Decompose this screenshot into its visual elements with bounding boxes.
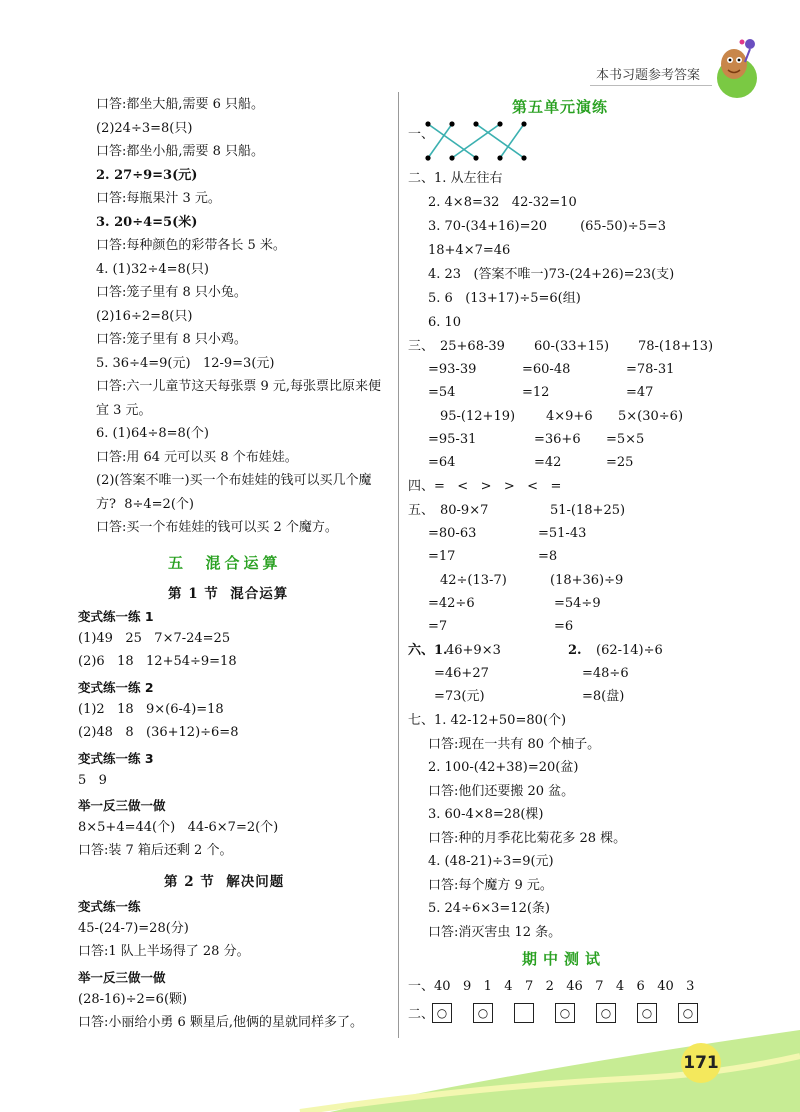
calc-cell: =78-31: [626, 362, 675, 377]
calc-cell: =48÷6: [582, 666, 629, 681]
answer-line: 18+4×7=46: [428, 243, 511, 258]
answer-line: 4. 23 (答案不唯一)73-(24+26)=23(支): [428, 267, 675, 282]
answer-line: 口答:每个魔方 9 元。: [428, 878, 553, 893]
answer-line: 2. 100-(42+38)=20(盆): [428, 760, 579, 775]
section-title: 第 1 节 混合运算: [168, 586, 289, 602]
answer-line: 8×5+4=44(个) 44-6×7=2(个): [78, 820, 279, 835]
answer-line: (2)6 18 12+54÷9=18: [78, 654, 237, 669]
mascot-icon: [712, 28, 762, 100]
answer-box: ○: [473, 1003, 493, 1023]
answer-line: 3. 20÷4=5(米): [96, 215, 198, 230]
exercise-label: 举一反三做一做: [78, 798, 166, 813]
answer-line: 4. (48-21)÷3=9(元): [428, 854, 554, 869]
calc-cell: 42÷(13-7): [440, 573, 507, 588]
calc-cell: 4×9+6: [546, 409, 593, 424]
calc-cell: 60-(33+15): [534, 339, 610, 354]
answer-box: ○: [555, 1003, 575, 1023]
calc-cell: =60-48: [522, 362, 571, 377]
calc-cell: =64: [428, 455, 456, 470]
answer-line: 四、= < > > < =: [408, 479, 562, 494]
answer-line: 口答:装 7 箱后还剩 2 个。: [78, 843, 233, 858]
answer-line: 口答:他们还要搬 20 盆。: [428, 784, 575, 799]
calc-cell: 46+9×3: [446, 643, 501, 658]
calc-cell: =5×5: [606, 432, 645, 447]
calc-cell: =42: [534, 455, 562, 470]
answer-line: 口答:六一儿童节这天每张票 9 元,每张票比原来便: [96, 379, 382, 394]
calc-cell: =51-43: [538, 526, 587, 541]
page-number: 171: [681, 1043, 721, 1083]
answer-line: 口答:消灭害虫 12 条。: [428, 925, 562, 940]
answer-line: 口答:用 64 元可以买 8 个布娃娃。: [96, 450, 298, 465]
answer-line: (2)24÷3=8(只): [96, 121, 193, 136]
exercise-label: 变式练一练: [78, 899, 141, 914]
header-title: 本书习题参考答案: [596, 68, 701, 83]
answer-line: 6. (1)64÷8=8(个): [96, 426, 209, 441]
footer-swoosh: [0, 1000, 800, 1112]
question-label: 三、: [408, 339, 435, 354]
answer-line: 5. 24÷6×3=12(条): [428, 901, 550, 916]
exercise-label: 变式练一练 1: [78, 609, 154, 624]
question-label: 六、1.: [408, 643, 448, 658]
answer-line: 口答:小丽给小勇 6 颗星后,他俩的星就同样多了。: [78, 1015, 364, 1030]
answer-line: (2)(答案不唯一)买一个布娃娃的钱可以买几个魔: [96, 473, 372, 488]
answer-line: (1)2 18 9×(6-4)=18: [78, 702, 224, 717]
answer-line: (2)48 8 (36+12)÷6=8: [78, 725, 239, 740]
answer-line: 一、40 9 1 4 7 2 46 7 4 6 40 3: [408, 979, 695, 994]
answer-line: 方? 8÷4=2(个): [96, 497, 194, 512]
calc-cell: =73(元): [434, 689, 485, 704]
calc-cell: =80-63: [428, 526, 477, 541]
unit-title: 五 混合运算: [168, 554, 282, 572]
answer-line: 45-(24-7)=28(分): [78, 921, 189, 936]
exercise-label: 变式练一练 3: [78, 751, 154, 766]
calc-cell: =93-39: [428, 362, 477, 377]
exercise-label: 举一反三做一做: [78, 970, 166, 985]
answer-line: 2. 4×8=32 42-32=10: [428, 195, 577, 210]
answer-box: ○: [637, 1003, 657, 1023]
question-label: 2.: [568, 643, 582, 658]
answer-line: (28-16)÷2=6(颗): [78, 992, 188, 1007]
answer-line: (1)49 25 7×7-24=25: [78, 631, 231, 646]
calc-cell: =54: [428, 385, 456, 400]
calc-cell: =47: [626, 385, 654, 400]
calc-cell: (18+36)÷9: [550, 573, 624, 588]
exercise-label: 变式练一练 2: [78, 680, 154, 695]
answer-box: ○: [678, 1003, 698, 1023]
matching-diagram: [420, 117, 550, 165]
answer-line: 口答:种的月季花比菊花多 28 棵。: [428, 831, 627, 846]
section-title: 第 2 节 解决问题: [164, 874, 285, 890]
calc-cell: =12: [522, 385, 550, 400]
answer-line: 宜 3 元。: [96, 403, 152, 418]
calc-cell: =95-31: [428, 432, 477, 447]
answer-line: 口答:都坐小船,需要 8 只船。: [96, 144, 265, 159]
unit-review-title: 第五单元演练: [512, 98, 609, 116]
answer-line: 口答:现在一共有 80 个柚子。: [428, 737, 601, 752]
calc-cell: =17: [428, 549, 456, 564]
calc-cell: =36+6: [534, 432, 581, 447]
answer-line: 5 9: [78, 773, 107, 788]
calc-cell: =25: [606, 455, 634, 470]
answer-line: 5. 36÷4=9(元) 12-9=3(元): [96, 356, 275, 371]
answer-line: 口答:每种颜色的彩带各长 5 米。: [96, 238, 286, 253]
answer-line: 七、1. 42-12+50=80(个): [408, 713, 567, 728]
calc-cell: 5×(30÷6): [618, 409, 684, 424]
answer-line: 3. 70-(34+16)=20 (65-50)÷5=3: [428, 219, 667, 234]
calc-cell: 51-(18+25): [550, 503, 626, 518]
calc-cell: 78-(18+13): [638, 339, 714, 354]
answer-line: 二、1. 从左往右: [408, 171, 503, 186]
answer-line: 3. 60-4×8=28(棵): [428, 807, 544, 822]
calc-cell: =7: [428, 619, 448, 634]
calc-cell: =54÷9: [554, 596, 601, 611]
answer-line: 口答:每瓶果汁 3 元。: [96, 191, 221, 206]
question-label: 二、: [408, 1007, 435, 1022]
midterm-title: 期中测试: [522, 950, 607, 968]
answer-line: 4. (1)32÷4=8(只): [96, 262, 209, 277]
question-label: 五、: [408, 503, 435, 518]
calc-cell: =8: [538, 549, 558, 564]
calc-cell: =42÷6: [428, 596, 475, 611]
answer-line: 5. 6 (13+17)÷5=6(组): [428, 291, 581, 306]
answer-line: 口答:1 队上半场得了 28 分。: [78, 944, 250, 959]
calc-cell: (62-14)÷6: [596, 643, 663, 658]
calc-cell: =6: [554, 619, 574, 634]
header-underline: [590, 85, 712, 86]
answer-line: 2. 27÷9=3(元): [96, 168, 198, 183]
calc-cell: 95-(12+19): [440, 409, 516, 424]
answer-box: ○: [432, 1003, 452, 1023]
answer-line: 口答:笼子里有 8 只小兔。: [96, 285, 247, 300]
question-label: 一、: [408, 127, 435, 142]
calc-cell: =8(盘): [582, 689, 625, 704]
column-divider: [398, 92, 399, 1038]
calc-cell: 25+68-39: [440, 339, 505, 354]
answer-box: ○: [596, 1003, 616, 1023]
calc-cell: 80-9×7: [440, 503, 489, 518]
answer-line: 6. 10: [428, 315, 462, 330]
answer-line: 口答:买一个布娃娃的钱可以买 2 个魔方。: [96, 520, 338, 535]
answer-line: 口答:都坐大船,需要 6 只船。: [96, 97, 265, 112]
calc-cell: =46+27: [434, 666, 489, 681]
answer-line: 口答:笼子里有 8 只小鸡。: [96, 332, 247, 347]
answer-line: (2)16÷2=8(只): [96, 309, 193, 324]
